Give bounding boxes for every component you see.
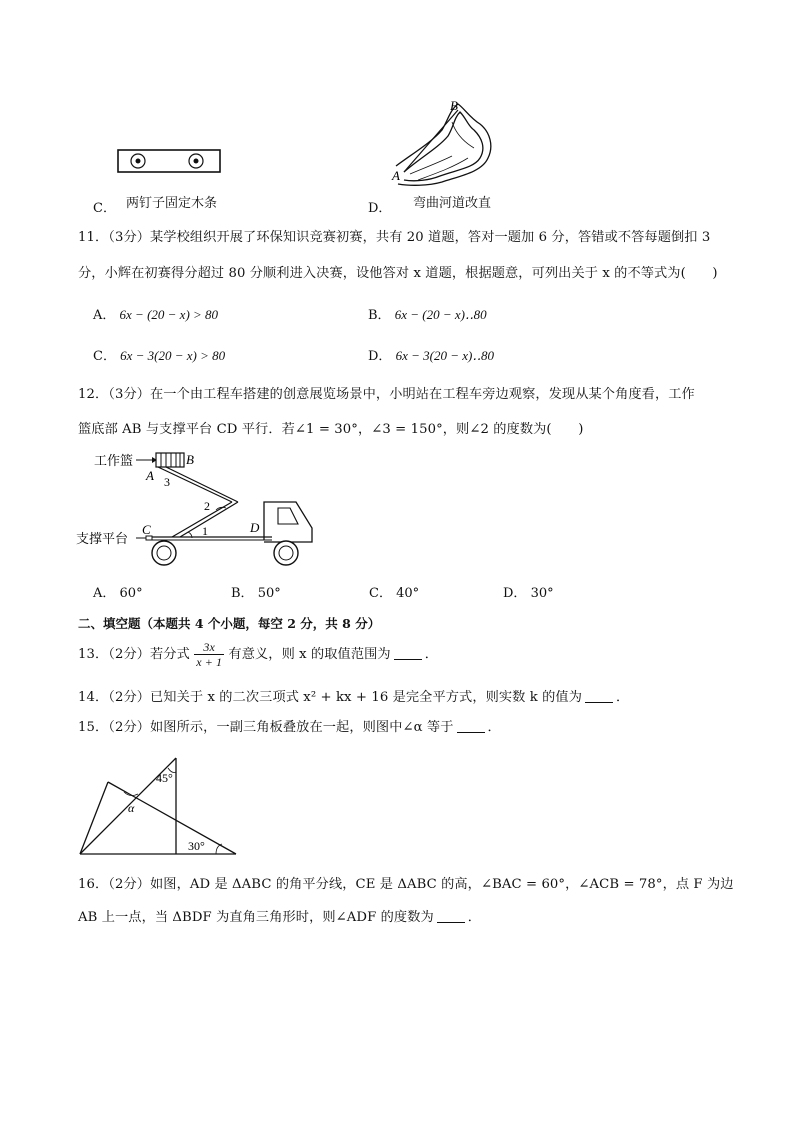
angle-alpha-label: α — [128, 801, 135, 815]
q11-line1: 11．（3分）某学校组织开展了环保知识竞赛初赛，共有 20 道题，答对一题加 6 分，答错或不答每题倒扣 3 — [78, 230, 711, 245]
q16-line1: 16．（2分）如图，AD 是 ΔABC 的角平分线，CE 是 ΔABC 的高，∠BAC = 60°，∠ACB = 78°，点 F 为边 — [78, 877, 734, 892]
q12-option-b — [231, 582, 281, 601]
angle-30-label: 30° — [188, 839, 205, 853]
q13 — [78, 640, 438, 669]
q12-option-c-text: 40° — [396, 586, 420, 601]
q11-option-a — [93, 304, 218, 323]
point-c-label: C — [142, 522, 151, 537]
q14 — [78, 686, 629, 705]
q14-end: ． — [616, 690, 630, 705]
river-figure — [390, 96, 500, 188]
point-d-label: D — [250, 520, 260, 535]
angle-45-label: 45° — [156, 771, 173, 785]
point-a-label: A — [146, 468, 154, 483]
q12-option-a-text: 60° — [119, 586, 143, 601]
q13-frac-den: x + 1 — [196, 655, 223, 669]
q13-answer-blank[interactable] — [394, 647, 422, 660]
q11-option-a-text: 6x − (20 − x) > 80 — [119, 307, 219, 322]
q11-option-d-label: D． — [368, 349, 392, 364]
q13-fraction — [194, 640, 224, 669]
point-b-label: B — [186, 452, 194, 467]
q11-option-b — [368, 304, 487, 323]
q13-prefix: 13．（2分）若分式 — [78, 647, 190, 662]
q11-option-d — [368, 345, 494, 364]
truck-figure — [74, 446, 324, 572]
q11-option-a-label: A． — [93, 308, 116, 323]
section-2-title: 二、填空题（本题共 4 个小题，每空 2 分，共 8 分） — [78, 616, 381, 631]
q14-text: 14．（2分）已知关于 x 的二次三项式 x² + kx + 16 是完全平方式，则实数 k 的值为 — [78, 690, 583, 705]
q13-end: ． — [424, 647, 439, 662]
q13-frac-num: 3x — [194, 640, 224, 655]
platform-label: 支撑平台 — [76, 531, 129, 546]
q16-answer-blank[interactable] — [437, 910, 465, 923]
angle-2-label: 2 — [204, 499, 210, 513]
nail-board-figure — [110, 140, 226, 180]
q11-option-c-text: 6x − 3(20 − x) > 80 — [120, 348, 226, 363]
q12-option-d-text: 30° — [530, 586, 554, 601]
q16-end: ． — [467, 910, 482, 925]
q14-answer-blank[interactable] — [585, 690, 613, 703]
q15-text: 15．（2分）如图所示，一副三角板叠放在一起，则图中∠α 等于 — [78, 720, 454, 735]
q12-option-d — [503, 582, 554, 601]
q12-option-b-text: 50° — [257, 586, 281, 601]
q16-line2: AB 上一点，当 ΔBDF 为直角三角形时，则∠ADF 的度数为 — [78, 910, 434, 925]
q12-option-d-label: D． — [503, 586, 527, 601]
q11-option-b-text: 6x − (20 − x)‥80 — [394, 307, 487, 322]
option-d-text: 弯曲河道改直 — [413, 196, 492, 211]
triangle-rulers-figure — [72, 752, 242, 858]
q12-option-a — [93, 582, 143, 601]
q16-line2-wrap — [78, 906, 481, 925]
q12-line2: 篮底部 AB 与支撑平台 CD 平行．若∠1 = 30°，∠3 = 150°，则∠2 的度数为( ) — [78, 422, 584, 437]
q13-suffix: 有意义，则 x 的取值范围为 — [228, 647, 391, 662]
river-point-b: B — [450, 98, 458, 113]
angle-3-label: 3 — [164, 475, 170, 489]
q11-option-d-text: 6x − 3(20 − x)‥80 — [395, 348, 494, 363]
q11-option-c — [93, 345, 225, 364]
river-point-a: A — [392, 168, 400, 183]
q12-line1: 12．（3分）在一个由工程车搭建的创意展览场景中，小明站在工程车旁边观察，发现从某个角度看，工作 — [78, 387, 695, 402]
basket-label: 工作篮 — [94, 453, 134, 468]
option-d-label: D． — [368, 201, 392, 216]
q11-line2: 分，小辉在初赛得分超过 80 分顺利进入决赛，设他答对 x 道题，根据题意，可列出关于 x 的不等式为( ) — [78, 266, 718, 281]
q11-option-c-label: C． — [93, 349, 116, 364]
q11-option-b-label: B． — [368, 308, 391, 323]
angle-1-label: 1 — [202, 524, 208, 538]
q15 — [78, 716, 501, 735]
q12-option-c — [369, 582, 419, 601]
q15-end: ． — [487, 720, 501, 735]
option-c-text: 两钉子固定木条 — [126, 196, 218, 211]
q15-answer-blank[interactable] — [457, 720, 485, 733]
q12-option-b-label: B． — [231, 586, 254, 601]
q12-option-c-label: C． — [369, 586, 392, 601]
option-c-label: C． — [93, 201, 116, 216]
q12-option-a-label: A． — [93, 586, 116, 601]
